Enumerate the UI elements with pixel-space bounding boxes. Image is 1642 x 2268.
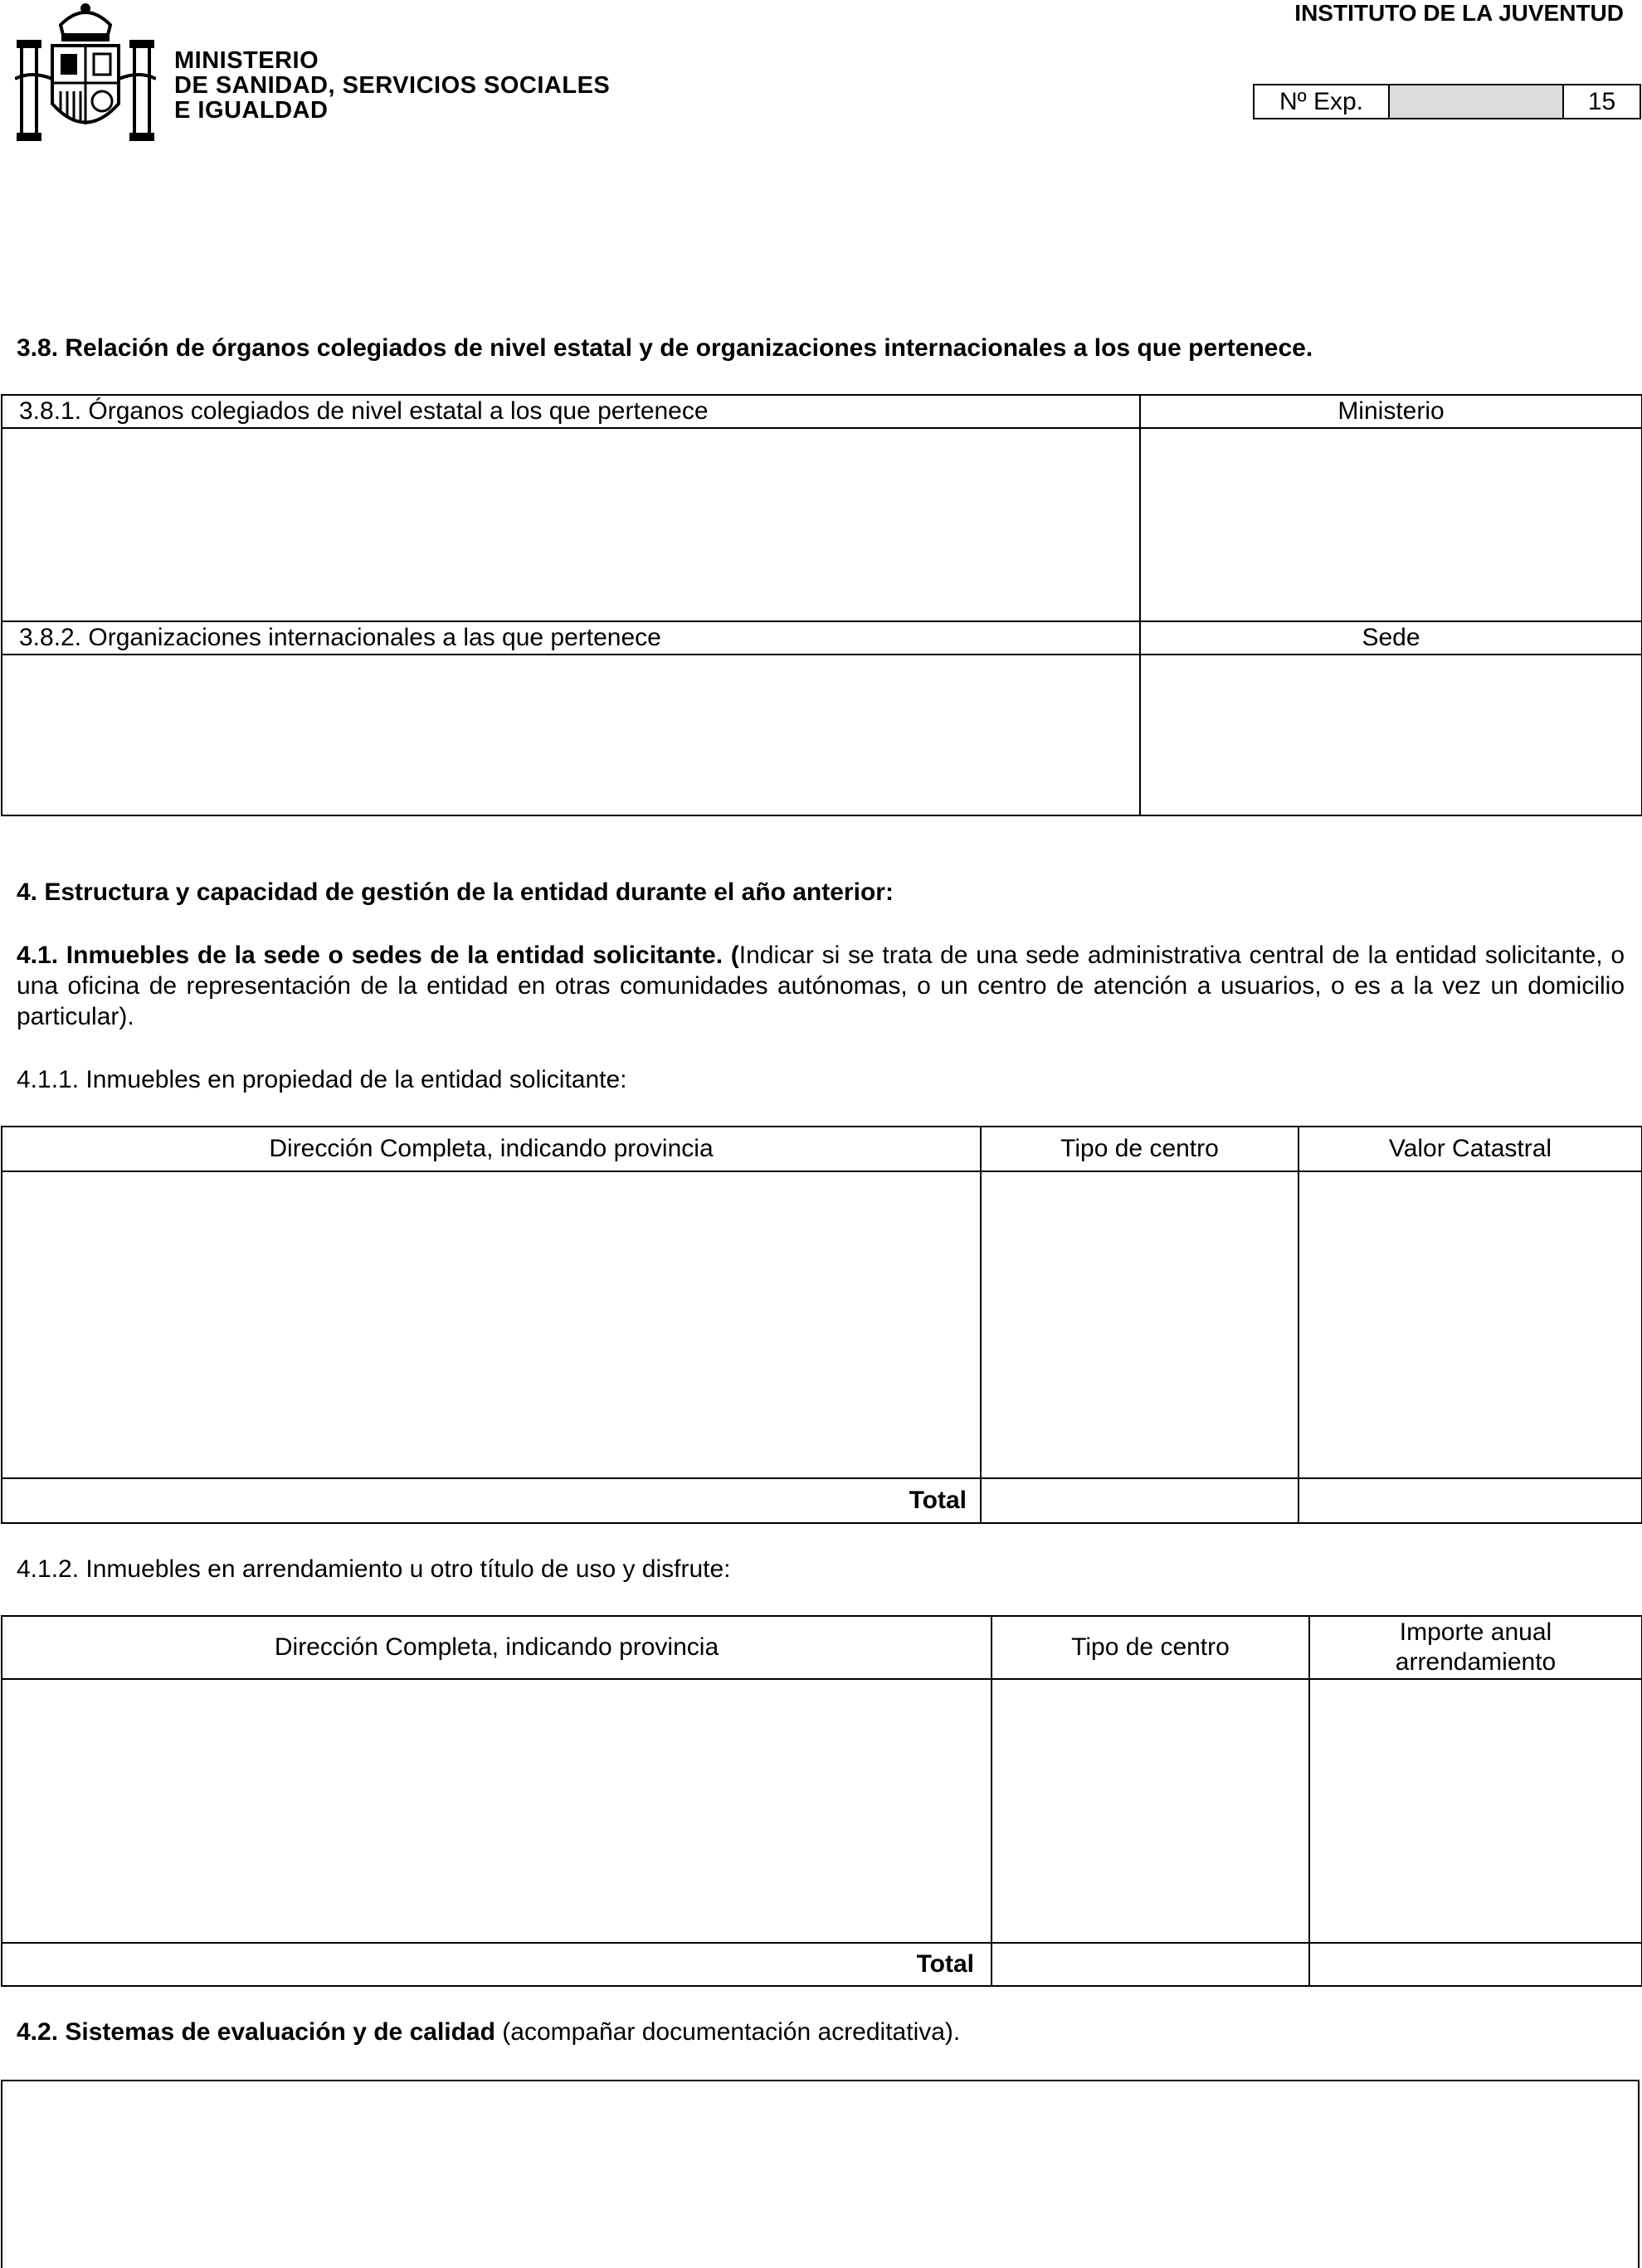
ministry-line-1: MINISTERIO bbox=[174, 47, 319, 74]
sede-cell[interactable] bbox=[1140, 655, 1642, 815]
section-4-2-title: 4.2. Sistemas de evaluación y de calidad bbox=[17, 2018, 495, 2046]
section-4-1-2-heading: 4.1.2. Inmuebles en arrendamiento u otro título de uso y disfrute: bbox=[17, 1555, 731, 1583]
page-number: 15 bbox=[1587, 87, 1616, 115]
rented-annual-amount-header: Importe anual arrendamiento bbox=[1309, 1616, 1642, 1679]
owned-center-type-cell[interactable] bbox=[981, 1171, 1298, 1478]
table-rented-properties bbox=[1, 1615, 1642, 1987]
rented-center-type-cell[interactable] bbox=[992, 1679, 1309, 1943]
owned-cadastral-value-cell[interactable] bbox=[1298, 1171, 1642, 1478]
expedient-label: Nº Exp. bbox=[1255, 85, 1390, 118]
owned-total-center-type-cell[interactable] bbox=[981, 1478, 1298, 1523]
section-4-2-text: (acompañar documentación acreditativa). bbox=[495, 2018, 961, 2046]
rented-address-cell[interactable] bbox=[2, 1679, 992, 1943]
organizaciones-internacionales-cell[interactable] bbox=[2, 655, 1140, 815]
organizaciones-internacionales-header: 3.8.2. Organizaciones internacionales a las que pertenece bbox=[2, 621, 1140, 655]
section-4-1-text: Indicar si se trata de una sede administrativa central de la entidad solicitante, o una oficina de representación de la entidad en otras comunidades autónomas, o un centro de atención a usuarios, o es a la vez un domicilio particular). bbox=[17, 942, 1625, 1030]
section-4-heading: 4. Estructura y capacidad de gestión de la entidad durante el año anterior: bbox=[17, 878, 894, 906]
owned-address-header: Dirección Completa, indicando provincia bbox=[2, 1127, 981, 1171]
section-4-2-heading bbox=[17, 2017, 960, 2047]
rented-center-type-header: Tipo de centro bbox=[992, 1616, 1309, 1679]
ministry-line-3: E IGUALDAD bbox=[174, 97, 329, 124]
expedient-number-field[interactable] bbox=[1390, 85, 1564, 118]
owned-cadastral-value-header: Valor Catastral bbox=[1298, 1127, 1642, 1171]
rented-address-header: Dirección Completa, indicando provincia bbox=[2, 1616, 992, 1679]
table-owned-properties bbox=[1, 1126, 1642, 1524]
owned-total-label: Total bbox=[2, 1478, 981, 1523]
section-4-1-title: 4.1. Inmuebles de la sede o sedes de la entidad solicitante. ( bbox=[17, 942, 739, 969]
sede-header: Sede bbox=[1140, 621, 1642, 655]
coat-of-arms-icon bbox=[15, 0, 156, 145]
ministry-name bbox=[174, 48, 610, 123]
rented-total-amount-cell[interactable] bbox=[1309, 1943, 1642, 1986]
table-3-8 bbox=[1, 394, 1642, 816]
owned-total-value-cell[interactable] bbox=[1298, 1478, 1642, 1523]
expedient-box bbox=[1253, 84, 1641, 119]
rented-total-center-type-cell[interactable] bbox=[992, 1943, 1309, 1986]
section-3-8-heading: 3.8. Relación de órganos colegiados de nivel estatal y de organizaciones internacionales a los que pertenece. bbox=[17, 334, 1313, 362]
section-4-1-paragraph bbox=[17, 940, 1625, 1032]
owned-center-type-header: Tipo de centro bbox=[981, 1127, 1298, 1171]
organos-colegiados-header: 3.8.1. Órganos colegiados de nivel estatal a los que pertenece bbox=[2, 395, 1140, 428]
organos-colegiados-cell[interactable] bbox=[2, 428, 1140, 621]
ministerio-cell[interactable] bbox=[1140, 428, 1642, 621]
ministry-line-2: DE SANIDAD, SERVICIOS SOCIALES bbox=[174, 72, 611, 99]
rented-total-label: Total bbox=[2, 1943, 992, 1986]
section-4-1-1-heading: 4.1.1. Inmuebles en propiedad de la entidad solicitante: bbox=[17, 1066, 627, 1093]
ministerio-header: Ministerio bbox=[1140, 395, 1642, 428]
quality-systems-field[interactable] bbox=[1, 2080, 1640, 2268]
institute-name: INSTITUTO DE LA JUVENTUD bbox=[1294, 0, 1624, 26]
rented-annual-amount-cell[interactable] bbox=[1309, 1679, 1642, 1943]
owned-address-cell[interactable] bbox=[2, 1171, 981, 1478]
